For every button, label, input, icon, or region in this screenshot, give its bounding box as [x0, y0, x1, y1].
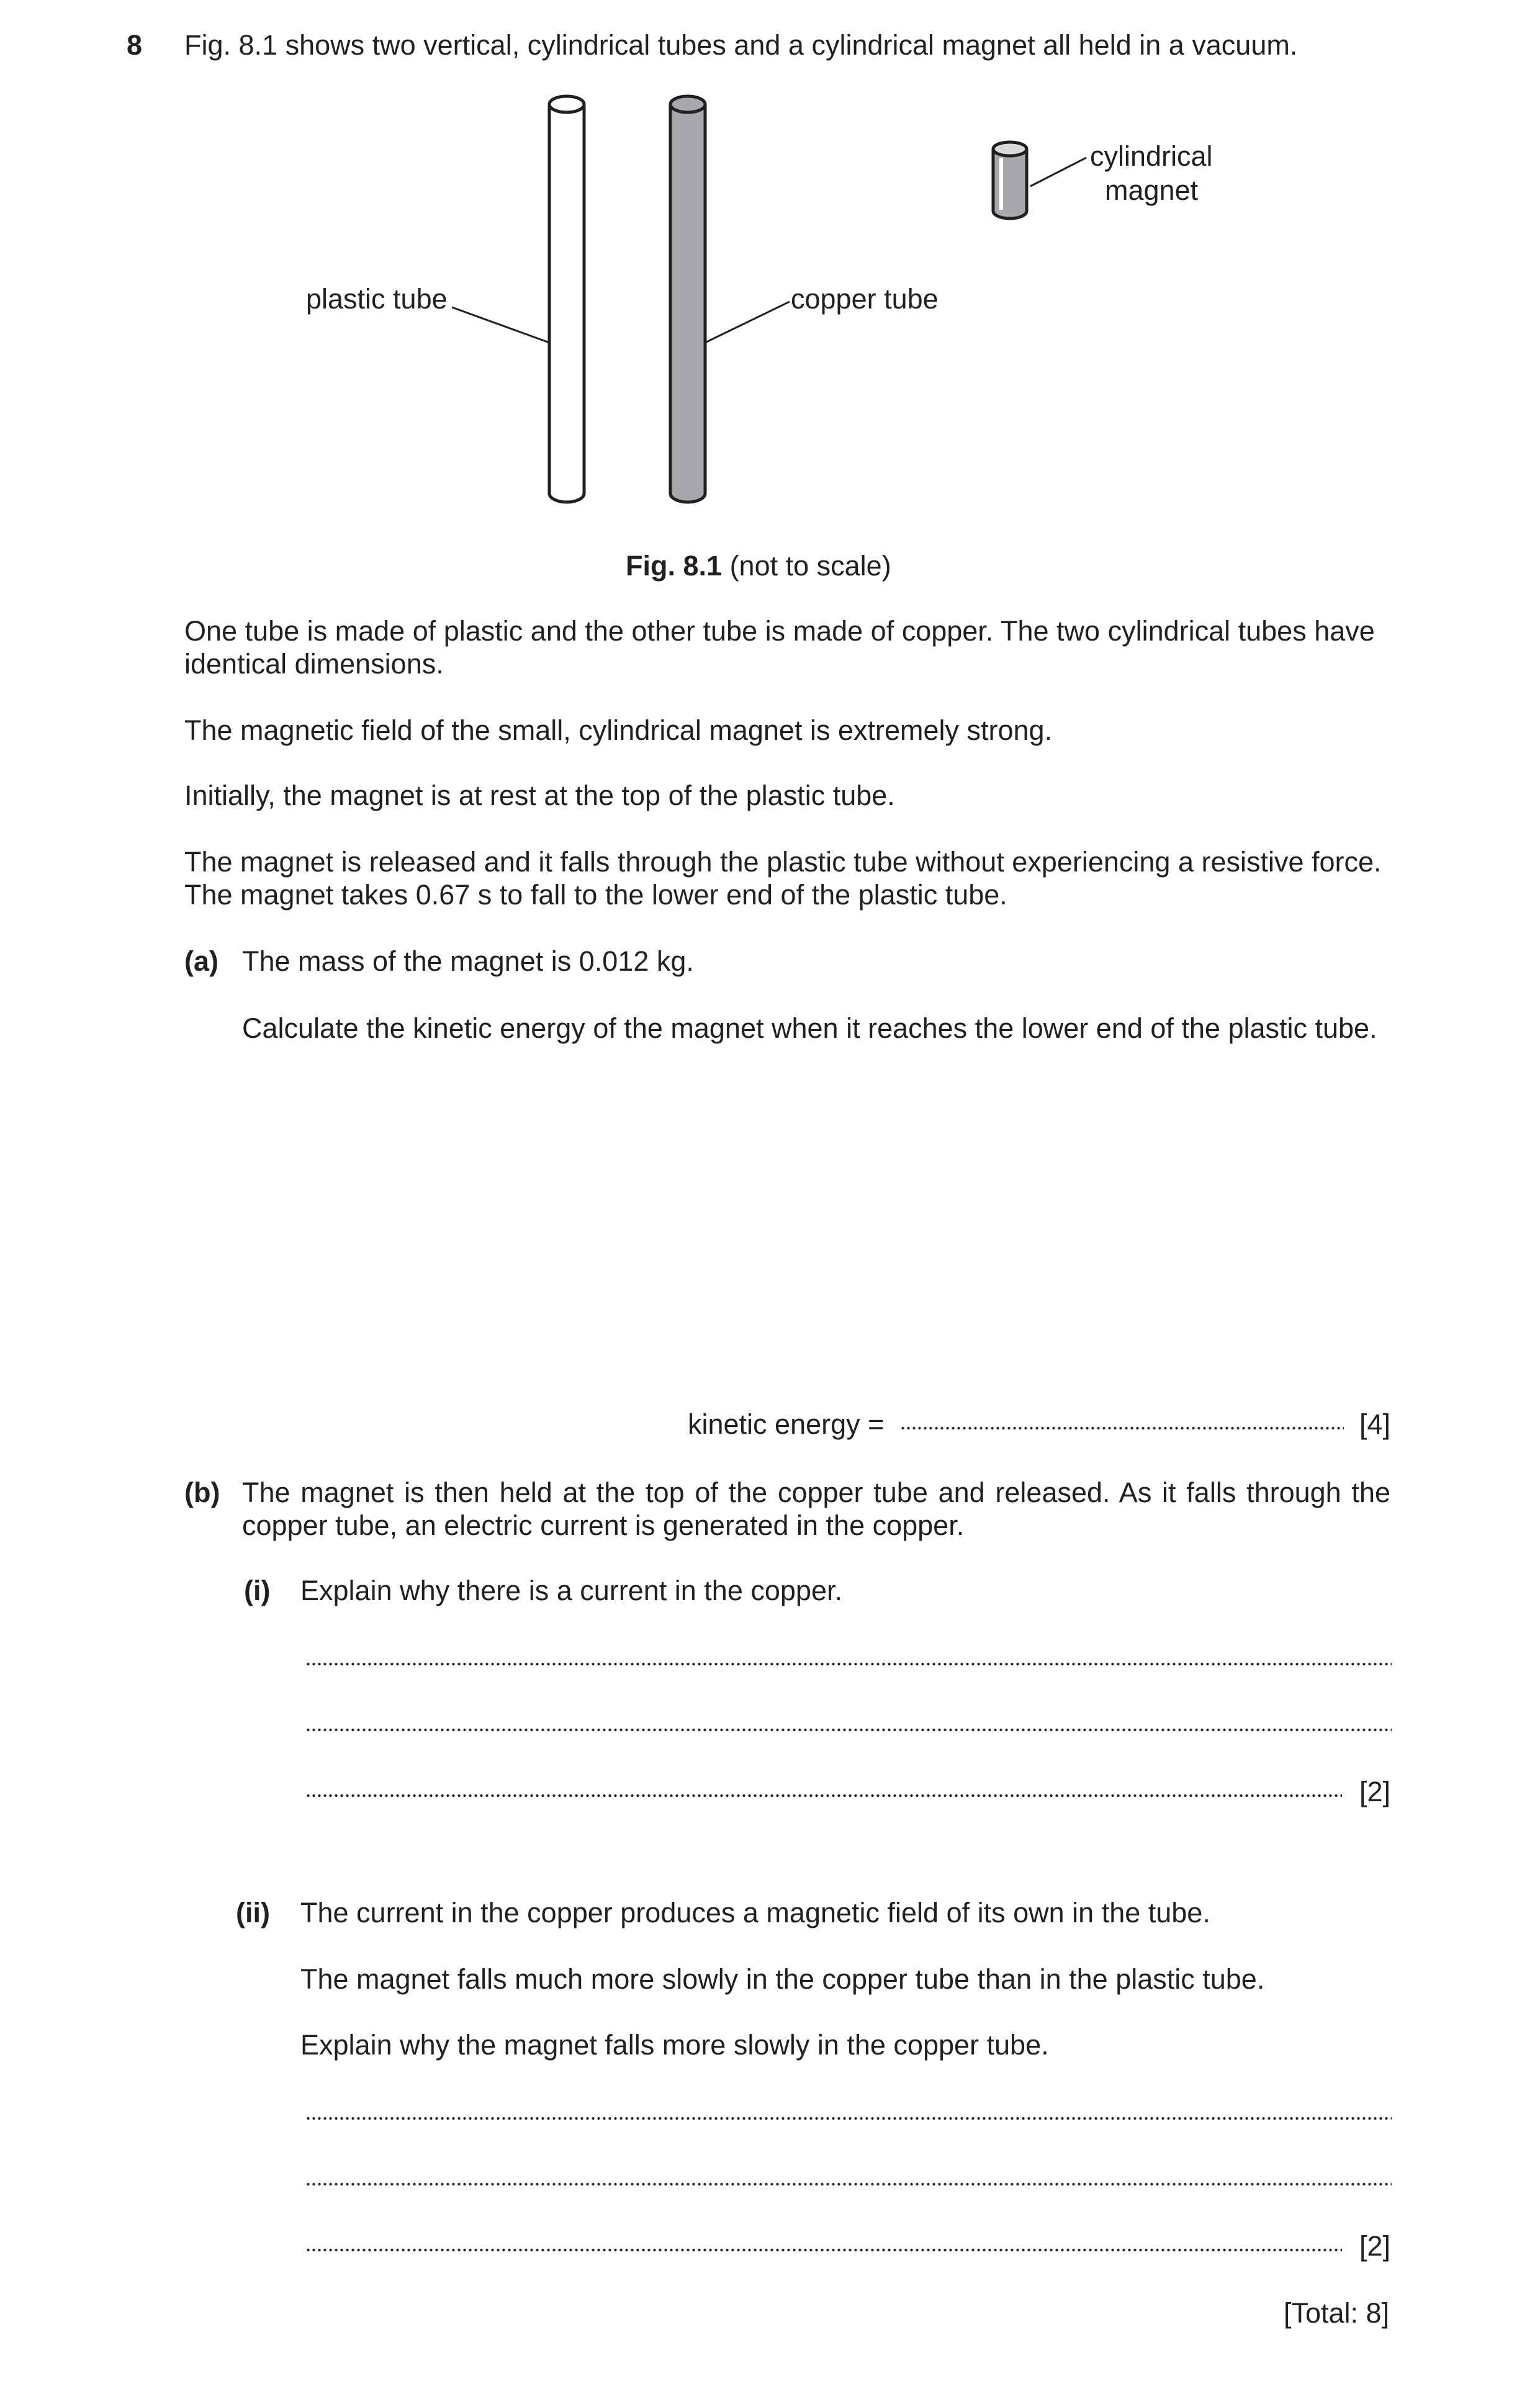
magnet-label-line2: magnet [1105, 174, 1199, 206]
kinetic-energy-label: kinetic energy = [688, 1408, 885, 1440]
part-b-i-answer-line-1[interactable] [305, 1661, 1392, 1667]
part-a-marks: [4] [1359, 1408, 1391, 1440]
part-b-ii-text-1: The current in the copper produces a magnetic field of its own in the tube. [300, 1897, 1210, 1928]
paragraph-release: The magnet is released and it falls through the plastic tube without experiencing a resistive force. The magnet takes 0.67 s to fall to the lower end of the plastic tube. [184, 846, 1382, 911]
copper-tube-leader [705, 302, 790, 343]
part-a-mass: The mass of the magnet is 0.012 kg. [242, 945, 694, 977]
part-a-label: (a) [184, 945, 218, 977]
total-marks: [Total: 8] [1284, 2297, 1390, 2329]
part-b-i-answer-line-2[interactable] [305, 1727, 1392, 1733]
part-b-ii-label: (ii) [236, 1897, 270, 1928]
part-b-ii-text-3: Explain why the magnet falls more slowly in the copper tube. [300, 2029, 1049, 2061]
plastic-tube-drawing [549, 96, 584, 502]
plastic-tube-leader [452, 307, 549, 343]
figure-caption-number: Fig. 8.1 [626, 550, 723, 582]
part-b-ii-text-2: The magnet falls much more slowly in the copper tube than in the plastic tube. [300, 1963, 1265, 1995]
part-b-i-answer-line-3[interactable] [305, 1793, 1342, 1799]
part-b-ii-answer-line-1[interactable] [305, 2115, 1392, 2122]
figure-8-1 [0, 0, 1540, 559]
magnet-leader [1030, 158, 1086, 186]
part-b-ii-answer-line-3[interactable] [305, 2247, 1342, 2253]
part-b-label: (b) [184, 1477, 220, 1508]
copper-tube-drawing [670, 96, 705, 502]
paragraph-initial: Initially, the magnet is at rest at the top of the plastic tube. [184, 780, 895, 811]
part-b-i-text: Explain why there is a current in the copper. [300, 1575, 842, 1606]
figure-caption-note: (not to scale) [729, 550, 891, 582]
figure-caption [626, 549, 891, 582]
question-number: 8 [127, 29, 143, 61]
paragraph-tubes: One tube is made of plastic and the other tube is made of copper. The two cylindrical tubes have identical dimensions. [184, 615, 1375, 680]
copper-tube-label: copper tube [791, 283, 939, 315]
part-a-instruction: Calculate the kinetic energy of the magnet when it reaches the lower end of the plastic tube. [242, 1012, 1377, 1044]
part-b-text: The magnet is then held at the top of the copper tube and released. As it falls through the copper tube, an electric current is generated in the copper. [242, 1477, 1390, 1541]
paragraph-field: The magnetic field of the small, cylindrical magnet is extremely strong. [184, 714, 1053, 746]
part-b-ii-marks: [2] [1359, 2230, 1391, 2262]
kinetic-energy-answer-line[interactable] [900, 1425, 1344, 1431]
question-intro: Fig. 8.1 shows two vertical, cylindrical tubes and a cylindrical magnet all held in a vacuum. [184, 29, 1298, 61]
plastic-tube-label: plastic tube [306, 283, 448, 315]
part-b-i-marks: [2] [1359, 1776, 1391, 1807]
part-b-ii-answer-line-2[interactable] [305, 2181, 1392, 2187]
magnet-drawing [993, 142, 1027, 218]
magnet-label-line1: cylindrical [1090, 140, 1213, 172]
part-b-i-label: (i) [244, 1575, 271, 1606]
